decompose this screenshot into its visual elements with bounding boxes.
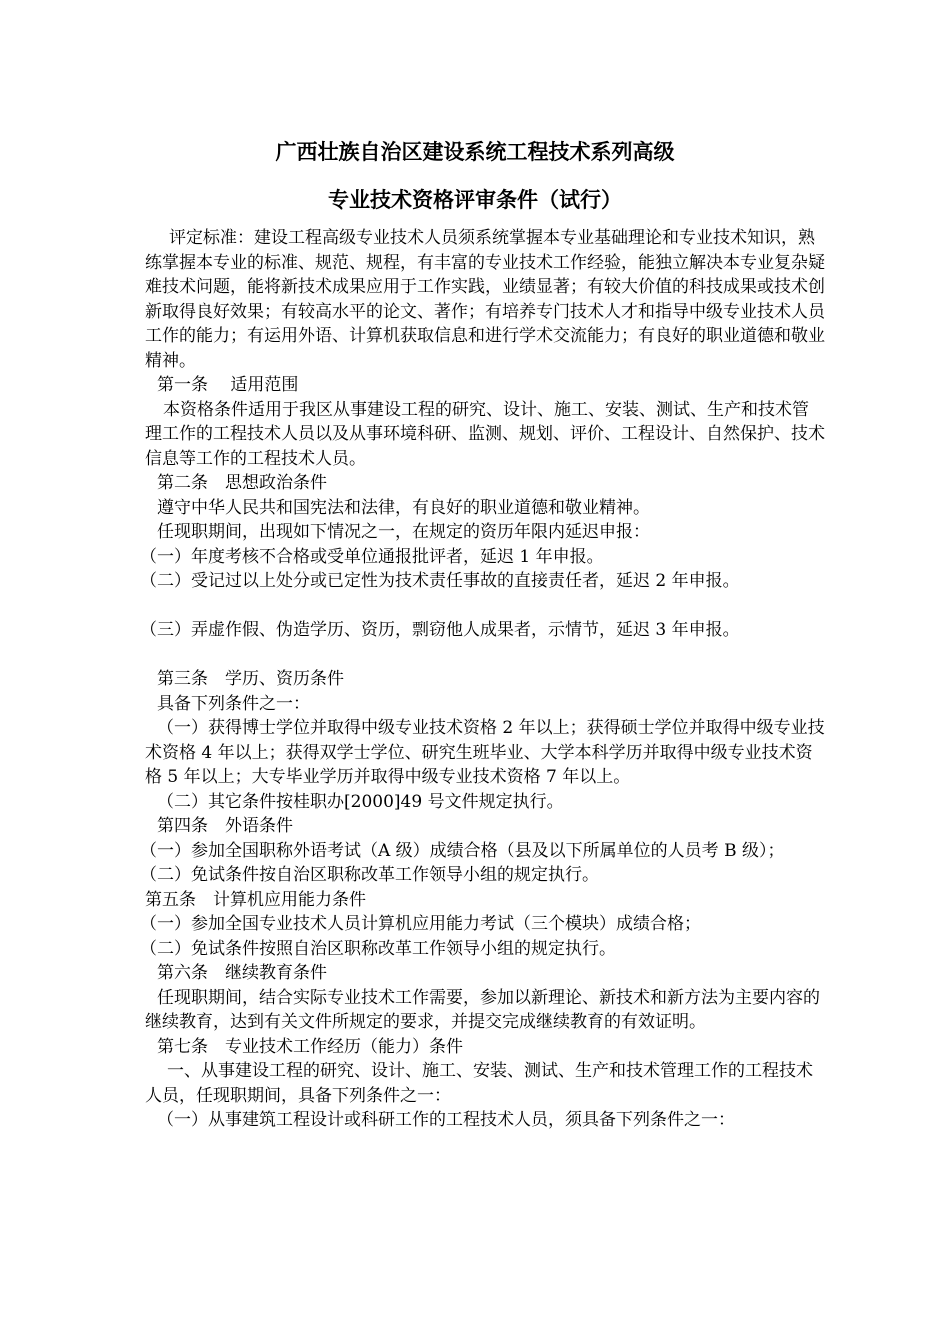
article-4-heading: 第四条 外语条件: [157, 816, 293, 836]
article-5-item-2: （二）免试条件按照自治区职称改革工作领导小组的规定执行。: [140, 938, 616, 959]
paragraph-gap: [145, 594, 825, 619]
article-7-section-1: 一、从事建设工程的研究、设计、施工、安装、测试、生产和技术管理工作的工程技术人员，任现职期间，具备下列条件之一：: [145, 1061, 813, 1106]
article-7-item-1: （一）从事建筑工程设计或科研工作的工程技术人员，须具备下列条件之一：: [157, 1110, 735, 1130]
article-1-heading: 第一条 适用范围: [157, 375, 299, 395]
paragraph-gap: [145, 643, 825, 668]
article-2-heading: 第二条 思想政治条件: [157, 473, 327, 493]
document-title-line-1: 广西壮族自治区建设系统工程技术系列高级: [275, 140, 675, 164]
article-2-delay-intro: 任现职期间，出现如下情况之一，在规定的资历年限内延迟申报：: [157, 522, 650, 542]
article-7-heading: 第七条 专业技术工作经历（能力）条件: [157, 1036, 463, 1057]
article-3-intro: 具备下列条件之一：: [157, 693, 310, 714]
delay-item-2: （二）受记过以上处分或已定性为技术责任事故的直接责任者，延迟 2 年申报。: [140, 571, 740, 591]
document-body: [140, 226, 825, 1133]
article-5-item-1: （一）参加全国专业技术人员计算机应用能力考试（三个模块）成绩合格；: [140, 914, 701, 934]
article-1-body: 本资格条件适用于我区从事建设工程的研究、设计、施工、安装、测试、生产和技术管理工作的工程技术人员以及从事环境科研、监测、规划、评价、工程设计、自然保护、技术信息等工作的工程技术人员。: [145, 399, 825, 469]
article-6-heading: 第六条 继续教育条件: [157, 963, 327, 983]
article-3-item-2: （二）其它条件按桂职办[2000]49 号文件规定执行。: [157, 791, 564, 812]
document-title-line-2: 专业技术资格评审条件（试行）: [328, 188, 622, 212]
delay-item-1: （一）年度考核不合格或受单位通报批评者，延迟 1 年申报。: [140, 546, 604, 567]
article-4-item-2: （二）免试条件按自治区职称改革工作领导小组的规定执行。: [140, 865, 599, 885]
evaluation-standard-paragraph: 评定标准：建设工程高级专业技术人员须系统掌握本专业基础理论和专业技术知识，熟练掌握本专业的标准、规范、规程，有丰富的专业技术工作经验，能独立解决本专业复杂疑难技术问题，能将新技术成果应用于工作实践，业绩显著；有较大价值的科技成果或技术创新取得良好效果；有较高水平的论文、著作；有培养专门技术人才和指导中级专业技术人员工作的能力；有运用外语、计算机获取信息和进行学术交流能力；有良好的职业道德和敬业精神。: [145, 228, 825, 371]
article-6-body: 任现职期间，结合实际专业技术工作需要，参加以新理论、新技术和新方法为主要内容的继续教育，达到有关文件所规定的要求，并提交完成继续教育的有效证明。: [145, 987, 820, 1032]
article-3-heading: 第三条 学历、资历条件: [157, 669, 344, 689]
article-2-body: 遵守中华人民共和国宪法和法律，有良好的职业道德和敬业精神。: [157, 497, 650, 518]
delay-item-3: （三）弄虚作假、伪造学历、资历，剽窃他人成果者，示情节，延迟 3 年申报。: [140, 620, 740, 640]
article-3-item-1: （一）获得博士学位并取得中级专业技术资格 2 年以上；获得硕士学位并取得中级专业技术资格 4 年以上；获得双学士学位、研究生班毕业、大学本科学历并取得中级专业技术资格 5 年以上；大专毕业学历并取得中级专业技术资格 7 年以上。: [145, 718, 825, 787]
article-4-item-1: （一）参加全国职称外语考试（A 级）成绩合格（县及以下所属单位的人员考 B 级）；: [140, 840, 785, 861]
article-5-heading: 第五条 计算机应用能力条件: [145, 889, 366, 910]
